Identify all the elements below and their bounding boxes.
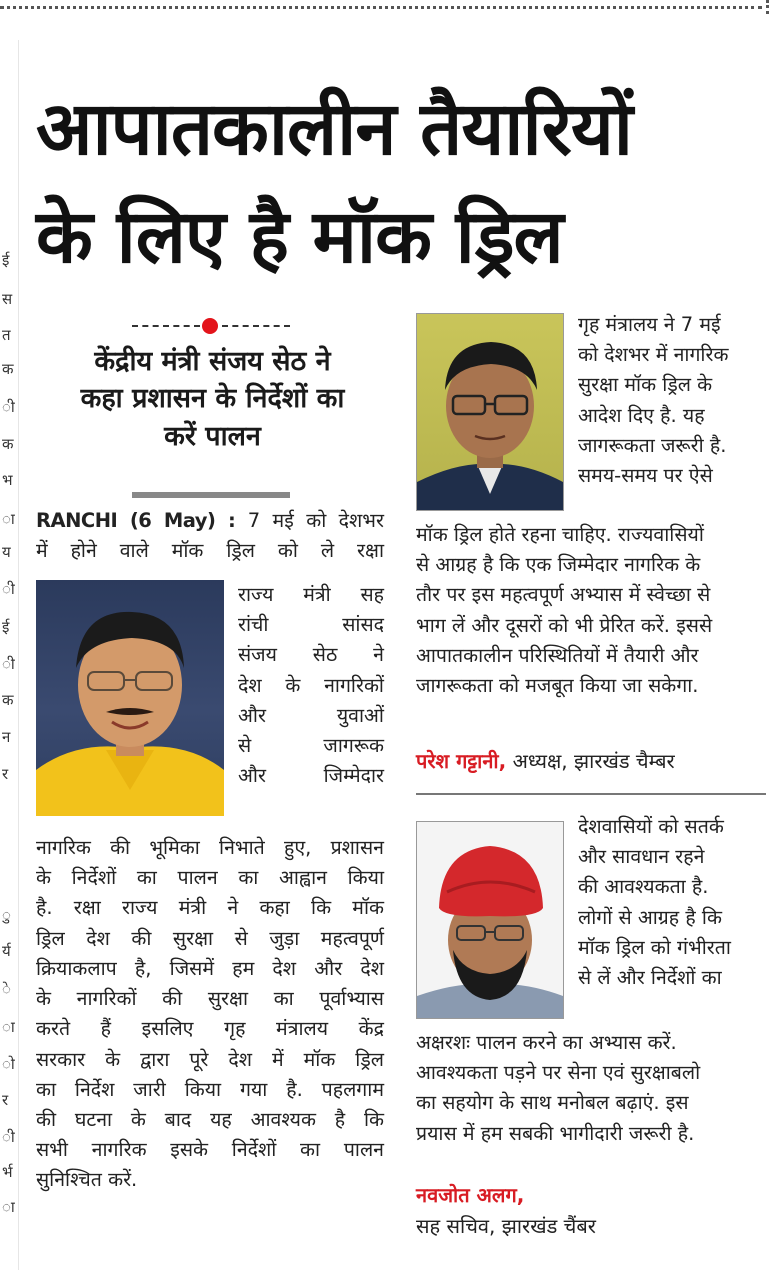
article-line: के नागरिकों की सुरक्षा का पूर्वाभ्यास [36,987,384,1011]
quote2-line: और सावधान रहने [578,845,705,869]
quote2-portrait [416,821,564,1019]
quote2-line: मॉक ड्रिल को गंभीरता [578,935,731,959]
quote1-designation: अध्यक्ष, झारखंड चैम्बर [512,749,675,773]
quote2-line: से लें और निर्देशों का [578,966,722,990]
quote2-line: अक्षरशः पालन करने का अभ्यास करें. [416,1031,677,1054]
article-line: क्रियाकलाप है, जिसमें हम देश और देश [36,956,384,980]
margin-char: क [2,435,14,453]
margin-char: य [2,543,11,561]
quote2-line: प्रयास में हम सबकी भागीदारी जरूरी है. [416,1121,695,1145]
quote1-line: आदेश दिए है. यह [578,403,705,427]
quote1-name: परेश गट्टानी, [416,749,507,773]
article-line: में होने वाले मॉक ड्रिल को ले रक्षा [36,539,384,563]
subheadline-line: केंद्रीय मंत्री संजय सेठ ने [94,346,331,377]
article-line: नागरिक की भूमिका निभाते हुए, प्रशासन [36,836,384,859]
right-dotted-border [766,0,769,14]
top-dotted-border [0,6,762,9]
article-line: रांची सांसद [238,613,384,637]
margin-char: ा [2,1018,15,1036]
article-line: और जिम्मेदार [238,764,384,788]
article-line: ड्रिल देश की सुरक्षा से जुड़ा महत्वपूर्ण [36,926,384,950]
margin-char: ई [2,251,10,269]
quote-divider [416,793,766,795]
article-line: सभी नागरिक इसके निर्देशों का पालन [36,1138,384,1162]
quote1-line: मॉक ड्रिल होते रहना चाहिए. राज्यवासियों [416,523,704,546]
margin-char: र [2,765,9,783]
quote2-name: नवजोत अलग, [416,1183,525,1207]
margin-char: ी [2,398,15,416]
margin-char: ु [2,906,11,924]
margin-char: क [2,360,14,378]
red-dot-ornament [202,318,218,334]
quote1-line: तौर पर इस महत्वपूर्ण अभ्यास में स्वेच्छा से [416,583,711,607]
article-line: करते हैं इसलिए गृह मंत्रालय केंद्र [36,1017,384,1041]
separator-dash-right [222,325,290,327]
headline-line-2: के लिए है मॉक ड्रिल [36,194,563,280]
quote2-designation: सह सचिव, झारखंड चैंबर [416,1214,596,1238]
quote1-line: भाग लें और दूसरों को भी प्रेरित करें. इससे [416,613,713,637]
article-line: देश के नागरिकों [238,673,384,697]
article-line: सरकार के द्वारा पूरे देश में मॉक ड्रिल [36,1047,384,1071]
quote2-line: का सहयोग के साथ मनोबल बढ़ाएं. इस [416,1091,689,1115]
minister-photo [36,580,224,816]
margin-char: ी [2,1128,15,1146]
quote2-line: की आवश्यकता है. [578,875,709,899]
quote1-attribution [416,746,766,776]
margin-char: त [2,326,11,344]
article-line: का निर्देश जारी किया गया है. पहलगाम [36,1077,384,1101]
article-body [36,833,384,1196]
margin-char: ा [2,510,15,528]
article-line: से जागरूक [238,734,384,758]
article-line: संजय सेठ ने [238,643,384,667]
article-line: के निर्देशों का पालन का आह्वान किया [36,866,384,890]
margin-char: न [2,728,11,746]
article-line: और युवाओं [238,703,384,727]
margin-char: ा [2,1198,15,1216]
margin-char: ई [2,618,10,636]
quote2-line: आवश्यकता पड़ने पर सेना एवं सुरक्षाबलो [416,1061,701,1085]
quote2-line: लोगों से आग्रह है कि [578,905,722,929]
quote1-beside-photo [578,310,764,491]
article-line: है. रक्षा राज्य मंत्री ने कहा कि मॉक [36,896,384,920]
article-intro [36,506,384,566]
quote2-attribution [416,1180,766,1242]
margin-char: र्य [2,942,11,960]
margin-char: स [2,290,13,308]
quote2-body [416,1028,766,1149]
article-line [36,506,384,536]
subheadline-line: कहा प्रशासन के निर्देशों का [80,383,345,415]
dateline: RANCHI (6 May) : [36,509,236,532]
subheadline-underline [132,492,290,498]
headline-line-1: आपातकालीन तैयारियों [36,86,632,172]
margin-char: भ [2,471,13,489]
article-line: राज्य मंत्री सह [238,583,384,606]
quote1-line: को देशभर में नागरिक [578,343,729,367]
subheadline [40,343,385,455]
quote1-line: सुरक्षा मॉक ड्रिल के [578,373,713,397]
article-beside-photo [238,580,384,792]
margin-char: ी [2,580,15,598]
margin-char: ो [2,1055,15,1073]
quote1-line: समय-समय पर ऐसे [578,464,713,488]
subheadline-line: करें पालन [164,420,261,452]
margin-char: े [2,980,11,998]
article-line: की घटना के बाद यह आवश्यक है कि [36,1107,384,1131]
margin-char: र [2,1091,9,1109]
left-column-rule [18,40,19,1270]
margin-char: र्भ [2,1163,13,1181]
margin-char: ी [2,655,15,673]
quote1-portrait [416,313,564,511]
margin-char: क [2,691,14,709]
quote2-line: देशवासियों को सतर्क [578,815,724,838]
quote1-line: गृह मंत्रालय ने 7 मई [578,313,721,336]
article-text: 7 मई को देशभर [247,509,384,532]
quote1-line: आपातकालीन परिस्थितियों में तैयारी और [416,643,699,667]
quote1-line: से आग्रह है कि एक जिम्मेदार नागरिक के [416,553,701,577]
quote1-line: जागरूकता जरूरी है. [578,433,727,457]
quote2-beside-photo [578,812,764,993]
article-line: सुनिश्चित करें. [36,1168,138,1192]
quote1-body [416,520,766,701]
quote1-line: जागरूकता को मजबूत किया जा सकेगा. [416,674,699,698]
separator-dash-left [132,325,200,327]
